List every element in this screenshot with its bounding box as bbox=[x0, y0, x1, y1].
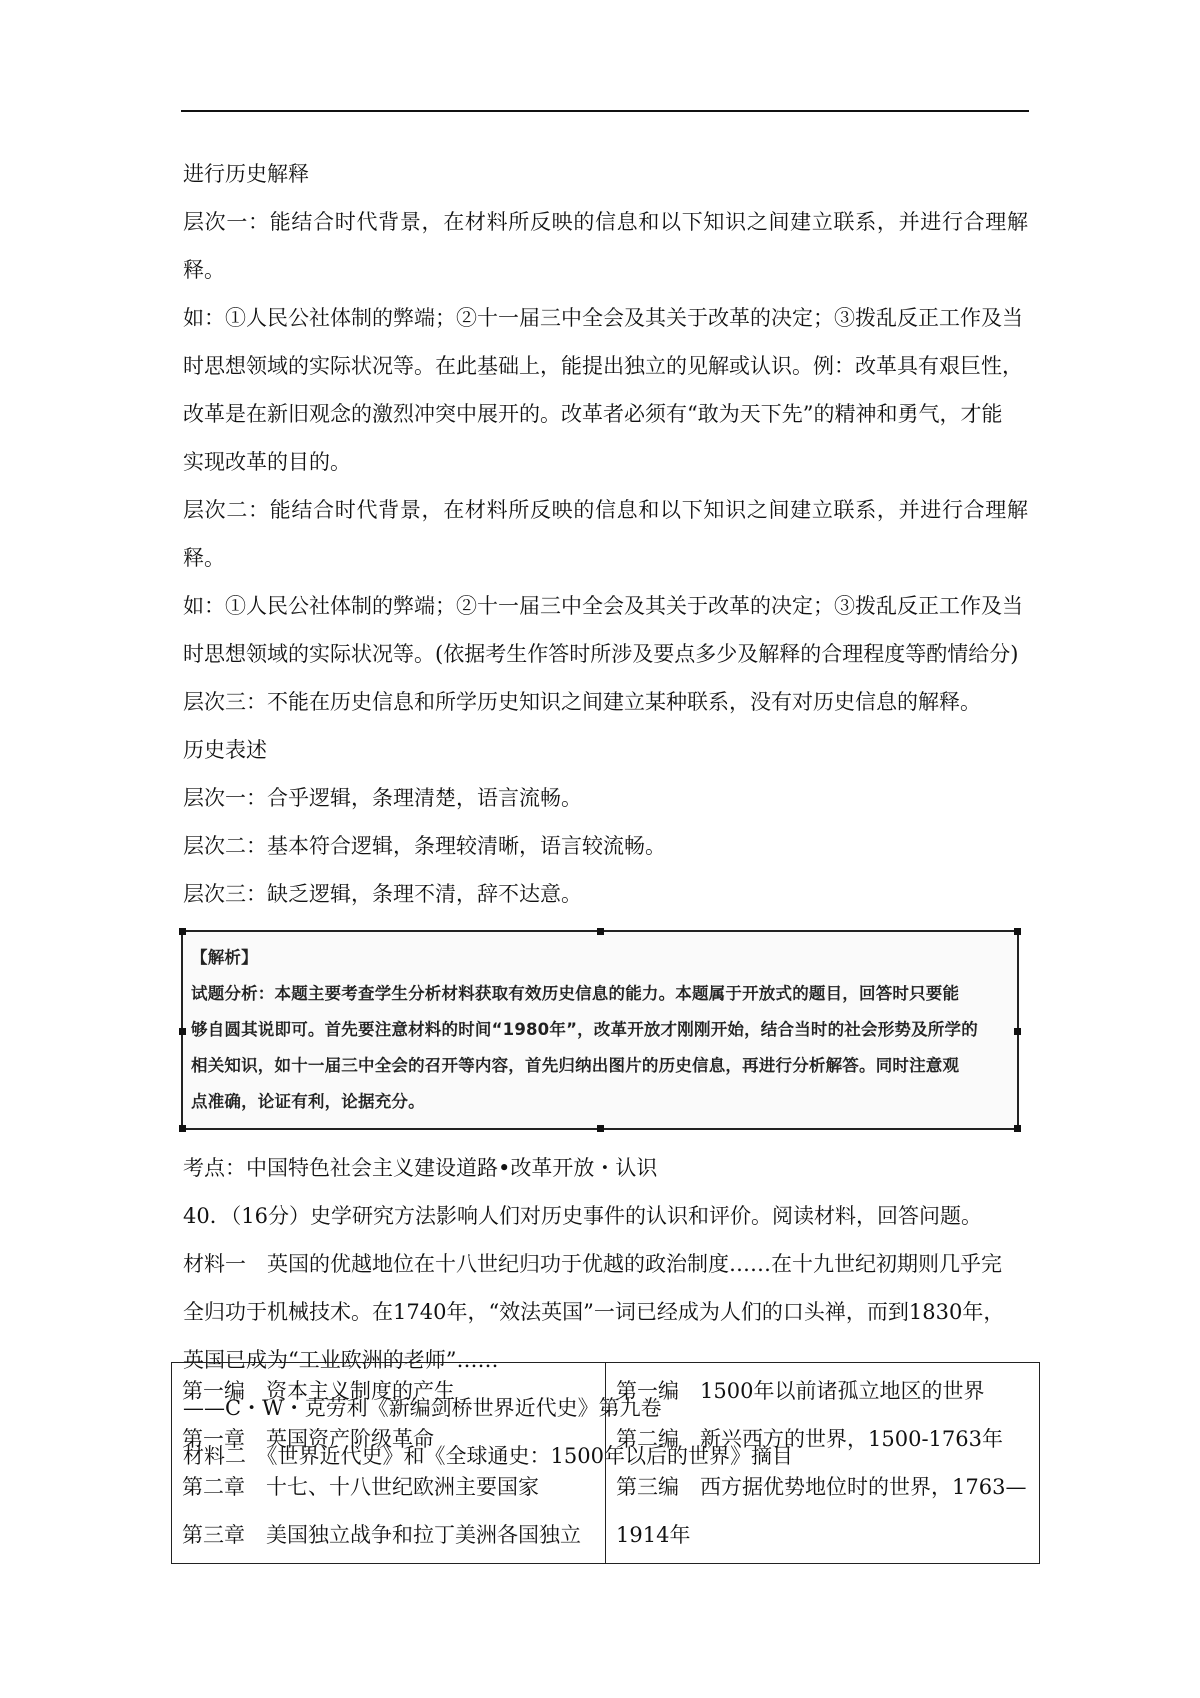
analysis-tag: 【解析】 bbox=[191, 948, 258, 967]
paragraph-line: 层次二：能结合时代背景，在材料所反映的信息和以下知识之间建立联系，并进行合理解释。 bbox=[183, 498, 1028, 570]
paragraph-line: 时思想领域的实际状况等。(依据考生作答时所涉及要点多少及解释的合理程度等酌情给分) bbox=[183, 642, 1019, 666]
resize-handle-middle-right[interactable] bbox=[1014, 1028, 1021, 1035]
resize-handle-top-left[interactable] bbox=[179, 928, 186, 935]
header-rule bbox=[181, 110, 1029, 112]
resize-handle-bottom-right[interactable] bbox=[1014, 1125, 1021, 1132]
analysis-line: 够自圆其说即可。首先要注意材料的时间“1980年”，改革开放才刚刚开始，结合当时的社会形势及所学的 bbox=[191, 1020, 978, 1039]
table-cell-left bbox=[172, 1363, 606, 1564]
section-heading-interpretation: 进行历史解释 bbox=[183, 162, 309, 186]
analysis-line: 试题分析：本题主要考查学生分析材料获取有效历史信息的能力。本题属于开放式的题目，回答时只要能 bbox=[191, 984, 960, 1003]
paragraph-line: 如：①人民公社体制的弊端；②十一届三中全会及其关于改革的决定；③拨乱反正工作及当 bbox=[183, 306, 1023, 330]
resize-handle-top-middle[interactable] bbox=[597, 928, 604, 935]
paragraph-line: 如：①人民公社体制的弊端；②十一届三中全会及其关于改革的决定；③拨乱反正工作及当 bbox=[183, 594, 1023, 618]
material-one-source: ——C・W・克劳利《新编剑桥世界近代史》第九卷 bbox=[183, 1396, 662, 1420]
analysis-line: 相关知识，如十一届三中全会的召开等内容，首先归纳出图片的历史信息，再进行分析解答。同时注意观 bbox=[191, 1056, 960, 1075]
toc-entry: 第一编 资本主义制度的产生 bbox=[182, 1379, 455, 1403]
toc-entry: 1914年 bbox=[616, 1523, 691, 1547]
paragraph-line: 层次二：基本符合逻辑，条理较清晰，语言较流畅。 bbox=[183, 834, 666, 858]
material-two-title: 材料二 《世界近代史》和《全球通史：1500年以后的世界》摘目 bbox=[183, 1444, 793, 1468]
analysis-line: 点准确，论证有利，论据充分。 bbox=[191, 1092, 425, 1111]
paragraph-line: 层次三：缺乏逻辑，条理不清，辞不达意。 bbox=[183, 882, 582, 906]
paragraph-line: 层次一：合乎逻辑，条理清楚，语言流畅。 bbox=[183, 786, 582, 810]
material-one-line: 英国已成为“工业欧洲的老师”…… bbox=[183, 1348, 499, 1372]
paragraph-line: 层次三：不能在历史信息和所学历史知识之间建立某种联系，没有对历史信息的解释。 bbox=[183, 690, 981, 714]
paragraph-line: 层次一：能结合时代背景，在材料所反映的信息和以下知识之间建立联系，并进行合理解释。 bbox=[183, 210, 1028, 282]
exam-point-line: 考点：中国特色社会主义建设道路•改革开放・认识 bbox=[183, 1156, 658, 1180]
question-40-stem: 40．（16分）史学研究方法影响人们对历史事件的认识和评价。阅读材料，回答问题。 bbox=[183, 1204, 982, 1228]
toc-entry: 第三章 美国独立战争和拉丁美洲各国独立 bbox=[182, 1523, 581, 1547]
document-content bbox=[183, 150, 1028, 1480]
resize-handle-bottom-middle[interactable] bbox=[597, 1125, 604, 1132]
toc-entry: 第二章 十七、十八世纪欧洲主要国家 bbox=[182, 1475, 539, 1499]
toc-entry: 第二编 新兴西方的世界，1500-1763年 bbox=[616, 1427, 1003, 1451]
material-one-line: 材料一 英国的优越地位在十八世纪归功于优越的政治制度……在十九世纪初期则几乎完 bbox=[183, 1252, 1002, 1276]
table-cell-right bbox=[606, 1363, 1040, 1564]
analysis-image-box[interactable] bbox=[181, 930, 1019, 1130]
table-row bbox=[172, 1363, 1040, 1564]
toc-entry: 第一编 1500年以前诸孤立地区的世界 bbox=[616, 1379, 985, 1403]
toc-entry: 第三编 西方据优势地位时的世界，1763— bbox=[616, 1475, 1027, 1499]
material-one-line: 全归功于机械技术。在1740年，“效法英国”一词已经成为人们的口头禅，而到1830年， bbox=[183, 1300, 1005, 1324]
analysis-text bbox=[191, 940, 1009, 1120]
section-heading-expression: 历史表述 bbox=[183, 738, 267, 762]
paragraph-line: 改革是在新旧观念的激烈冲突中展开的。改革者必须有“敢为天下先”的精神和勇气，才能 bbox=[183, 402, 1003, 426]
paragraph-line: 时思想领域的实际状况等。在此基础上，能提出独立的见解或认识。例：改革具有艰巨性， bbox=[183, 354, 1023, 378]
resize-handle-top-right[interactable] bbox=[1014, 928, 1021, 935]
paragraph-line: 实现改革的目的。 bbox=[183, 450, 351, 474]
resize-handle-bottom-left[interactable] bbox=[179, 1125, 186, 1132]
toc-entry: 第一章 英国资产阶级革命 bbox=[182, 1427, 434, 1451]
resize-handle-middle-left[interactable] bbox=[179, 1028, 186, 1035]
toc-comparison-table bbox=[171, 1362, 1040, 1564]
